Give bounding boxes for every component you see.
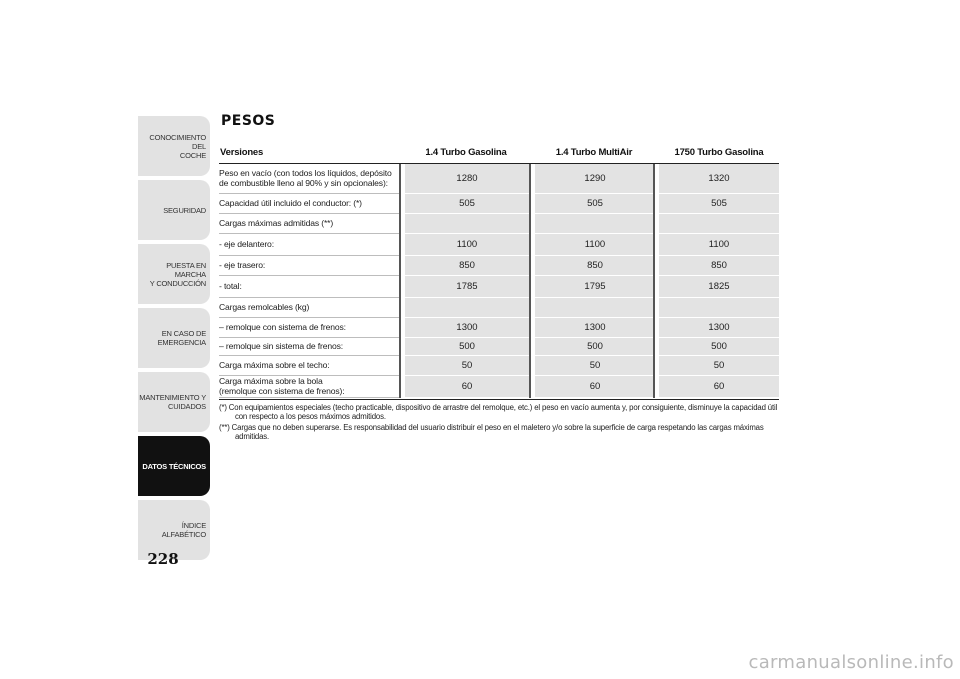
- watermark: carmanualsonline.info: [748, 652, 954, 673]
- weights-table: [219, 143, 779, 398]
- row-label-line: – remolque sin sistema de frenos:: [219, 340, 344, 351]
- row-label-line: Carga máxima sobre el techo:: [219, 359, 330, 370]
- row-label-line: - total:: [219, 280, 242, 291]
- table-row-label: [219, 356, 399, 376]
- table-row-label: [219, 214, 399, 234]
- table-cell: 850: [535, 256, 655, 276]
- header-versiones: Versiones: [220, 147, 264, 158]
- table-cell: 500: [535, 338, 655, 356]
- header-1750-turbo-gasolina: 1750 Turbo Gasolina: [674, 147, 764, 158]
- table-cell: 1300: [659, 318, 779, 338]
- row-label-line: Carga máxima sobre la bola: [219, 376, 323, 386]
- row-label-line: de combustible lleno al 90% y sin opcionales):: [219, 177, 388, 188]
- sidebar-tab-label: ÍNDICE ALFABÉTICO: [161, 521, 206, 539]
- table-cell: 1280: [405, 164, 529, 194]
- table-cell: 1320: [659, 164, 779, 194]
- table-cell: 500: [659, 338, 779, 356]
- table-cell: [405, 298, 529, 318]
- table-cell: 1100: [659, 234, 779, 256]
- table-cell: [659, 214, 779, 234]
- table-cell: 60: [405, 376, 529, 398]
- row-label-line: Capacidad útil incluido el conductor: (*): [219, 197, 362, 208]
- sidebar-tab-5[interactable]: [138, 436, 210, 496]
- sidebar-tab-label: PUESTA EN MARCHA: [166, 260, 206, 279]
- row-label-line: - eje trasero:: [219, 259, 266, 270]
- table-cell: 60: [535, 376, 655, 398]
- table-cell: 1795: [535, 276, 655, 298]
- row-label-line: Cargas máximas admitidas (**): [219, 217, 334, 228]
- table-row-label: [219, 234, 399, 256]
- table-row-label: [219, 298, 399, 318]
- header-14-turbo-multiair: 1.4 Turbo MultiAir: [555, 147, 633, 158]
- sidebar-tab-label: MANTENIMIENTO Y: [139, 393, 206, 402]
- footnote-2: (**) Cargas que no deben superarse. Es responsabilidad del usuario distribuir el peso en el maletero y/o sobre la superficie de carga respetando las cargas máximas admitidas.: [219, 423, 764, 441]
- table-cell: 505: [405, 194, 529, 214]
- table-cell: 50: [535, 356, 655, 376]
- table-cell: 1290: [535, 164, 655, 194]
- table-body: [219, 164, 779, 398]
- sidebar-tab-4[interactable]: [138, 372, 210, 432]
- table-cell: 50: [659, 356, 779, 376]
- column-divider: [653, 164, 655, 398]
- header-14-turbo-gasolina: 1.4 Turbo Gasolina: [425, 147, 507, 158]
- row-label-line: Peso en vacío (con todos los líquidos, depósito: [219, 168, 392, 178]
- sidebar-tab-label: Y CONDUCCIÓN: [149, 278, 206, 288]
- sidebar-tab-label: EN CASO DE: [161, 329, 206, 338]
- sidebar-tab-3[interactable]: [138, 308, 210, 368]
- row-label-line: Cargas remolcables (kg): [219, 301, 310, 312]
- sidebar-tab-label: SEGURIDAD: [163, 205, 206, 215]
- table-row-label: [219, 276, 399, 298]
- table-cell: 1825: [659, 276, 779, 298]
- table-cell: 850: [405, 256, 529, 276]
- table-row-label: [219, 376, 399, 398]
- table-cell: [405, 214, 529, 234]
- row-label-line: - eje delantero:: [219, 238, 274, 249]
- footnote-1: (*) Con equipamientos especiales (techo practicable, dispositivo de arrastre del remolque, etc.) el peso en vacío aumenta y, por consiguiente, disminuye la capacidad útil con respecto a los pesos máximos admitidos.: [219, 403, 778, 421]
- sidebar-tab-label: EMERGENCIA: [157, 338, 206, 347]
- value-column-2: [659, 164, 779, 398]
- table-cell: 1300: [405, 318, 529, 338]
- table-row-label: [219, 338, 399, 356]
- sidebar-tab-label: CUIDADOS: [168, 402, 206, 411]
- table-row-label: [219, 318, 399, 338]
- table-cell: [659, 298, 779, 318]
- table-cell: 1785: [405, 276, 529, 298]
- value-column-0: [405, 164, 529, 398]
- page-number: 228: [147, 550, 179, 568]
- sidebar-tab-label: COCHE: [179, 150, 206, 160]
- row-label-line: (remolque con sistema de frenos):: [219, 385, 345, 396]
- page-title: PESOS: [221, 113, 276, 129]
- table-cell: 1100: [405, 234, 529, 256]
- value-column-1: [535, 164, 655, 398]
- table-row-label: [219, 194, 399, 214]
- column-divider: [529, 164, 531, 398]
- table-cell: 850: [659, 256, 779, 276]
- table-cell: 505: [535, 194, 655, 214]
- table-cell: 60: [659, 376, 779, 398]
- table-header: [219, 143, 779, 164]
- table-cell: [535, 214, 655, 234]
- table-cell: 1300: [535, 318, 655, 338]
- table-cell: [535, 298, 655, 318]
- sidebar-tab-0[interactable]: [138, 116, 210, 176]
- table-cell: 50: [405, 356, 529, 376]
- table-cell: 1100: [535, 234, 655, 256]
- sidebar-tab-2[interactable]: [138, 244, 210, 304]
- sidebar-tab-1[interactable]: [138, 180, 210, 240]
- footnotes: [219, 399, 779, 443]
- row-label-line: – remolque con sistema de frenos:: [219, 321, 346, 332]
- column-divider: [399, 164, 401, 398]
- sidebar-tab-label: CONOCIMIENTO DEL: [149, 132, 206, 151]
- sidebar-tab-label: DATOS TÉCNICOS: [142, 461, 206, 471]
- table-row-label: [219, 164, 399, 194]
- table-cell: 500: [405, 338, 529, 356]
- table-row-label: [219, 256, 399, 276]
- table-cell: 505: [659, 194, 779, 214]
